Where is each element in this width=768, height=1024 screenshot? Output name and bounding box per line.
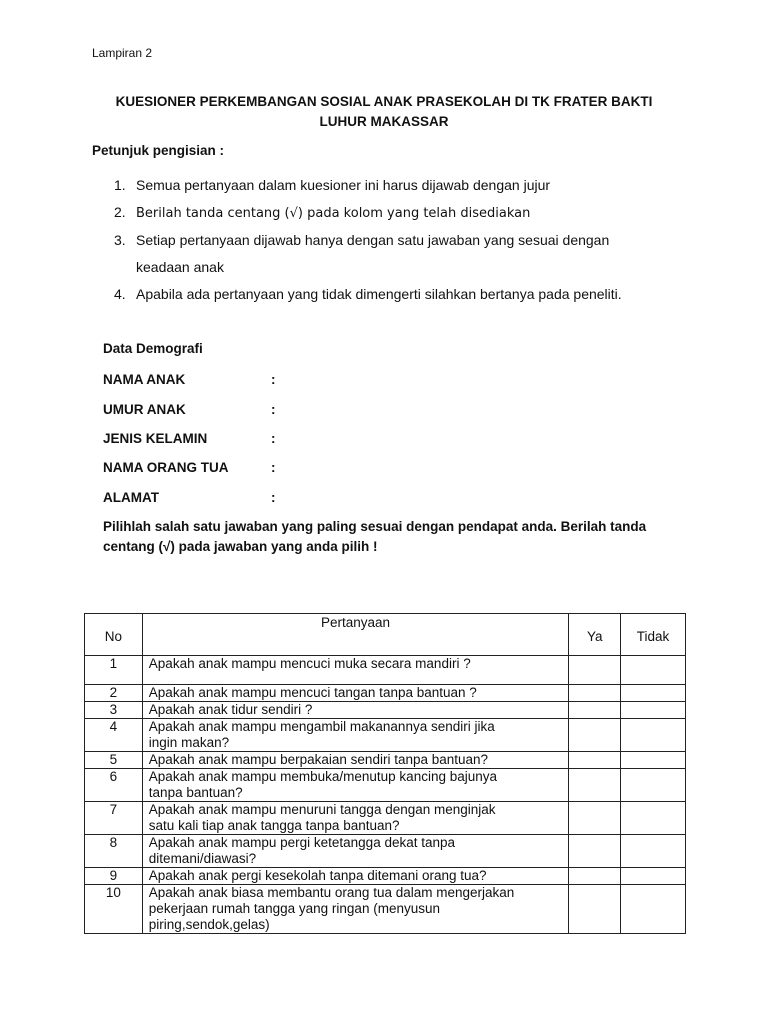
instruction-text: Setiap pertanyaan dijawab hanya dengan satu jawaban yang sesuai dengan (136, 232, 610, 248)
row-question (142, 752, 569, 769)
question-line: pekerjaan rumah tangga yang ringan (menyusun (148, 901, 440, 916)
answer-ya-cell[interactable] (569, 719, 621, 752)
title-line-1: KUESIONER PERKEMBANGAN SOSIAL ANAK PRASEKOLAH DI TK FRATER BAKTI (115, 94, 653, 109)
questionnaire-table (84, 613, 686, 934)
table-row (85, 656, 686, 685)
question-line: Apakah anak mampu mencuci tangan tanpa bantuan ? (148, 685, 477, 700)
answer-tidak-cell[interactable] (621, 685, 686, 702)
question-line: Apakah anak mampu pergi ketetangga dekat tanpa (148, 835, 456, 850)
row-number: 9 (85, 868, 143, 885)
title-line-2: LUHUR MAKASSAR (319, 114, 449, 129)
document-title (84, 92, 684, 132)
table-row (85, 885, 686, 934)
question-line: tanpa bantuan? (148, 785, 243, 800)
petunjuk-heading: Petunjuk pengisian : (92, 143, 225, 158)
question-line: Apakah anak mampu mencuci muka secara mandiri ? (148, 656, 471, 671)
answer-ya-cell[interactable] (569, 769, 621, 802)
row-number: 2 (85, 685, 143, 702)
question-line: Apakah anak mampu membuka/menutup kancing bajunya (148, 769, 498, 784)
answer-ya-cell[interactable] (569, 702, 621, 719)
field-colon: : (271, 490, 276, 505)
instruction-pilih (103, 517, 673, 557)
row-number: 7 (85, 802, 143, 835)
answer-tidak-cell[interactable] (621, 656, 686, 685)
table-row (85, 802, 686, 835)
instruction-item-continued (114, 254, 694, 281)
question-line: Apakah anak biasa membantu orang tua dalam mengerjakan (148, 885, 515, 900)
row-question (142, 769, 569, 802)
instruction-number: 4. (114, 286, 126, 302)
row-number: 3 (85, 702, 143, 719)
row-question (142, 719, 569, 752)
demografi-field-nama-orang-tua (103, 460, 303, 475)
answer-tidak-cell[interactable] (621, 885, 686, 934)
question-line: Apakah anak mampu mengambil makanannya sendiri jika (148, 719, 495, 734)
instruction-list (114, 172, 694, 308)
row-question (142, 656, 569, 685)
demografi-field-umur-anak (103, 402, 303, 417)
answer-tidak-cell[interactable] (621, 719, 686, 752)
instruction-item (114, 199, 694, 227)
table-row (85, 769, 686, 802)
column-header-tidak: Tidak (621, 614, 686, 656)
row-question (142, 685, 569, 702)
question-line: Apakah anak mampu berpakaian sendiri tanpa bantuan? (148, 752, 489, 767)
column-header-pertanyaan: Pertanyaan (142, 614, 569, 656)
row-number: 10 (85, 885, 143, 934)
answer-tidak-cell[interactable] (621, 802, 686, 835)
column-header-ya: Ya (569, 614, 621, 656)
instruction-number: 3. (114, 232, 126, 248)
table-row (85, 752, 686, 769)
row-number: 1 (85, 656, 143, 685)
answer-ya-cell[interactable] (569, 802, 621, 835)
question-line: ditemani/diawasi? (148, 851, 257, 866)
field-label: NAMA ORANG TUA (103, 460, 229, 475)
row-number: 6 (85, 769, 143, 802)
demografi-heading: Data Demografi (103, 341, 203, 356)
instruction-number: 2. (114, 204, 126, 220)
question-line: satu kali tiap anak tangga tanpa bantuan? (148, 818, 400, 833)
question-line: Apakah anak tidur sendiri ? (148, 702, 313, 717)
field-label: UMUR ANAK (103, 402, 186, 417)
column-header-no: No (85, 614, 143, 656)
row-question (142, 802, 569, 835)
row-number: 4 (85, 719, 143, 752)
answer-tidak-cell[interactable] (621, 868, 686, 885)
instruction-text: Semua pertanyaan dalam kuesioner ini harus dijawab dengan jujur (136, 177, 551, 193)
question-line: Apakah anak pergi kesekolah tanpa ditemani orang tua? (148, 868, 487, 883)
table-row (85, 685, 686, 702)
row-question (142, 885, 569, 934)
answer-tidak-cell[interactable] (621, 752, 686, 769)
field-colon: : (271, 460, 276, 475)
demografi-field-jenis-kelamin (103, 431, 303, 446)
answer-tidak-cell[interactable] (621, 702, 686, 719)
answer-ya-cell[interactable] (569, 835, 621, 868)
demografi-field-nama-anak (103, 372, 303, 387)
instruction-text: keadaan anak (136, 259, 224, 275)
instruction-item (114, 281, 694, 308)
answer-ya-cell[interactable] (569, 656, 621, 685)
answer-ya-cell[interactable] (569, 685, 621, 702)
instruction-text: Apabila ada pertanyaan yang tidak dimengerti silahkan bertanya pada peneliti. (136, 286, 622, 302)
question-line: Apakah anak mampu menuruni tangga dengan menginjak (148, 802, 496, 817)
answer-tidak-cell[interactable] (621, 769, 686, 802)
table-row (85, 835, 686, 868)
row-question (142, 702, 569, 719)
question-line: piring,sendok,gelas) (148, 917, 270, 932)
instruction-number: 1. (114, 177, 126, 193)
pilih-line-1: Pilihlah salah satu jawaban yang paling sesuai dengan pendapat anda. Berilah tanda (103, 519, 647, 534)
row-number: 5 (85, 752, 143, 769)
question-line: ingin makan? (148, 735, 230, 750)
row-question (142, 868, 569, 885)
table-header-row (85, 614, 686, 656)
instruction-text: Berilah tanda centang (√) pada kolom yang telah disediakan (136, 206, 531, 221)
field-label: ALAMAT (103, 490, 159, 505)
pilih-line-2: centang (√) pada jawaban yang anda pilih ! (103, 539, 378, 554)
table-row (85, 868, 686, 885)
field-colon: : (271, 402, 276, 417)
answer-ya-cell[interactable] (569, 752, 621, 769)
field-label: NAMA ANAK (103, 372, 186, 387)
demografi-field-alamat (103, 490, 303, 505)
field-label: JENIS KELAMIN (103, 431, 208, 446)
row-number: 8 (85, 835, 143, 868)
answer-tidak-cell[interactable] (621, 835, 686, 868)
lampiran-label: Lampiran 2 (92, 46, 153, 60)
table-row (85, 719, 686, 752)
field-colon: : (271, 372, 276, 387)
instruction-item (114, 172, 694, 199)
table-row (85, 702, 686, 719)
answer-ya-cell[interactable] (569, 885, 621, 934)
answer-ya-cell[interactable] (569, 868, 621, 885)
instruction-item (114, 227, 694, 254)
row-question (142, 835, 569, 868)
field-colon: : (271, 431, 276, 446)
